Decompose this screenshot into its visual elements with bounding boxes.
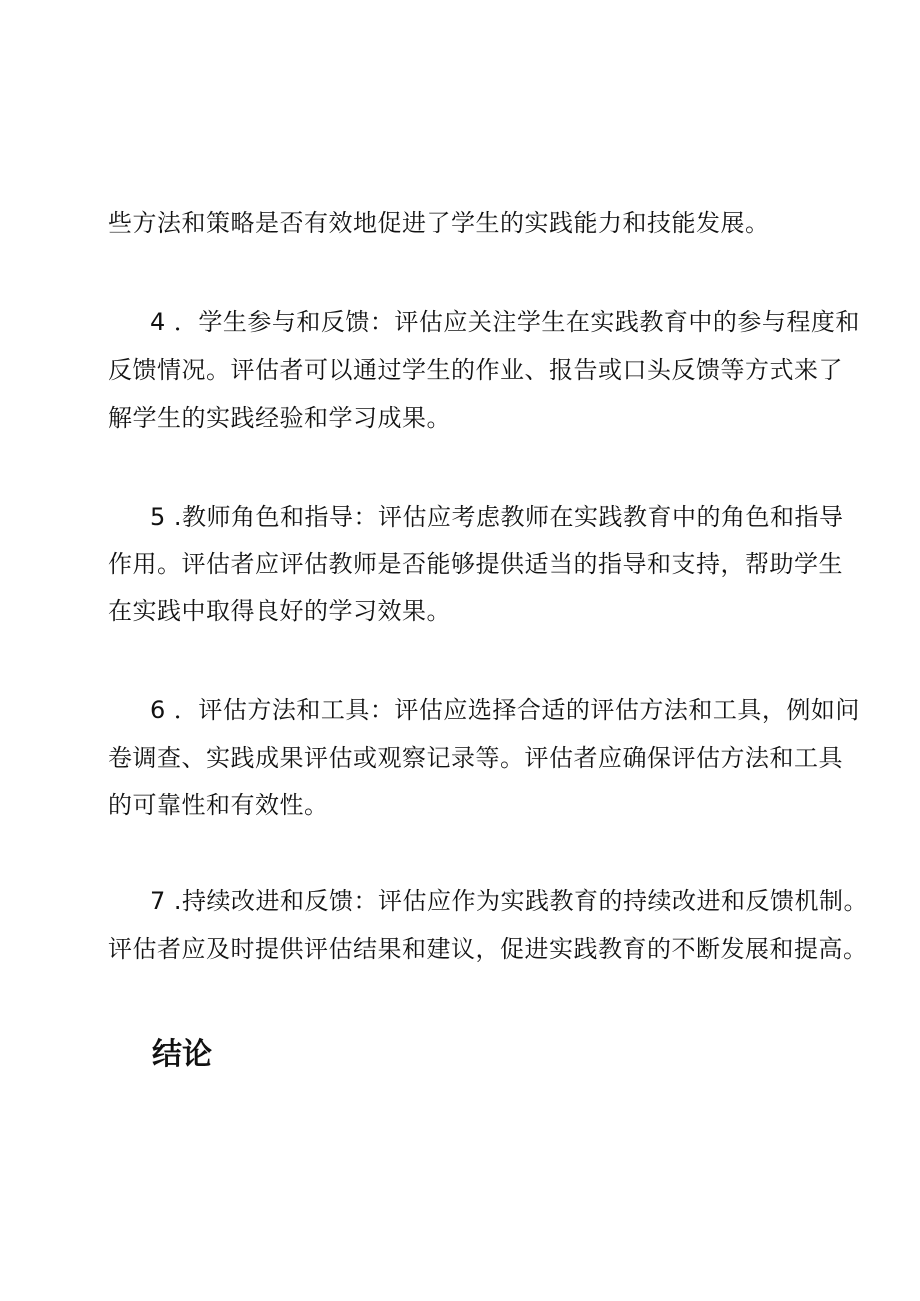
list-item-line: 作用。评估者应评估教师是否能够提供适当的指导和支持，帮助学生 — [108, 550, 843, 578]
list-item-line: 6 ．评估方法和工具：评估应选择合适的评估方法和工具，例如问 — [150, 696, 860, 724]
list-item-line: 解学生的实践经验和学习成果。 — [108, 404, 451, 432]
list-item-line: 7 .持续改进和反馈：评估应作为实践教育的持续改进和反馈机制。 — [150, 887, 869, 915]
paragraph-continuation-line: 些方法和策略是否有效地促进了学生的实践能力和技能发展。 — [108, 209, 770, 237]
list-item-line: 4 ．学生参与和反馈：评估应关注学生在实践教育中的参与程度和 — [150, 308, 860, 336]
list-item-line: 卷调查、实践成果评估或观察记录等。评估者应确保评估方法和工具 — [108, 744, 843, 772]
list-item-line: 的可靠性和有效性。 — [108, 791, 329, 819]
section-heading-conclusion: 结论 — [152, 1036, 212, 1072]
list-item-line: 在实践中取得良好的学习效果。 — [108, 597, 451, 625]
list-item-line: 反馈情况。评估者可以通过学生的作业、报告或口头反馈等方式来了 — [108, 356, 843, 384]
list-item-line: 评估者应及时提供评估结果和建议，促进实践教育的不断发展和提高。 — [108, 935, 868, 963]
list-item-line: 5 .教师角色和指导：评估应考虑教师在实践教育中的角色和指导 — [150, 503, 844, 531]
